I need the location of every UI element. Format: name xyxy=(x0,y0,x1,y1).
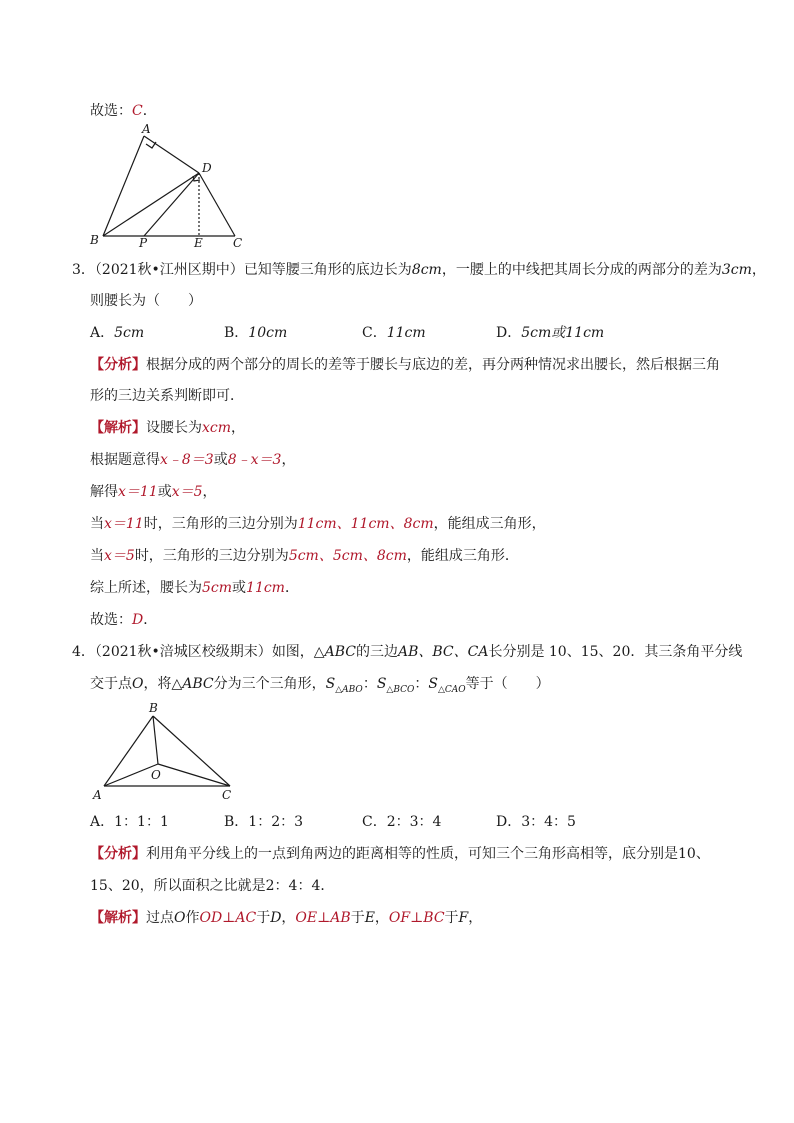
q3-solution-line6 xyxy=(90,578,299,598)
q4-number: 4． xyxy=(72,644,95,660)
label-o: O xyxy=(151,768,161,782)
option-value: 3：4：5 xyxy=(521,814,576,830)
q3-analysis-line2: 形的三边关系判断即可． xyxy=(90,388,244,404)
q3-option-d[interactable] xyxy=(496,323,604,343)
solution-math: 11cm xyxy=(246,580,285,596)
label-e: E xyxy=(194,236,203,250)
label-c: C xyxy=(222,788,232,802)
option-value: 2：3：4 xyxy=(386,814,442,830)
segment-bc xyxy=(153,716,230,786)
solution-text: 于 xyxy=(350,910,365,926)
q4-stem-math: O xyxy=(132,676,144,692)
segment-ab xyxy=(103,136,144,236)
area-symbol: S xyxy=(325,676,336,692)
q3-solution-line2 xyxy=(90,450,295,470)
figure-triangle-abc-d xyxy=(86,124,256,250)
area-subscript: △BCO xyxy=(386,684,415,695)
solution-text: ， xyxy=(468,910,483,926)
q4-stem-line1 xyxy=(72,642,742,662)
q3-option-c[interactable] xyxy=(362,323,426,343)
segment-co xyxy=(158,764,230,786)
q4-stem-text: 长分别是 10、15、20．其三条角平分线 xyxy=(488,644,743,660)
answer-prefix: 故选： xyxy=(90,103,132,119)
solution-math: 8﹣x＝3 xyxy=(227,452,282,468)
q4-stem-text: 分为三个三角形， xyxy=(213,676,326,692)
analysis-text: ． xyxy=(320,878,335,894)
option-value: 1：1：1 xyxy=(114,814,169,830)
solution-math: 5cm xyxy=(202,580,233,596)
q4-stem-math: ABC xyxy=(182,676,214,692)
ratio-colon: ： xyxy=(414,676,429,692)
area-symbol: S xyxy=(428,676,438,692)
q4-option-a[interactable] xyxy=(90,812,169,832)
q4-stem-text: 的三边 xyxy=(355,644,398,660)
area-symbol: S xyxy=(376,676,387,692)
solution-math: x﹣8＝3 xyxy=(160,452,214,468)
analysis-text: 15、20 xyxy=(90,878,140,894)
q3-answer-line xyxy=(90,610,157,630)
answer-suffix: ． xyxy=(143,612,158,628)
solution-text: ，能组成三角形． xyxy=(406,548,519,564)
solution-text: 当 xyxy=(90,516,104,532)
option-key: D． xyxy=(496,325,522,341)
solution-text: ， xyxy=(374,910,389,926)
answer-value: D xyxy=(132,612,144,628)
solution-math: x＝5 xyxy=(171,484,203,500)
q3-option-b[interactable] xyxy=(224,323,287,343)
q4-option-d[interactable] xyxy=(496,812,576,832)
solution-math: F xyxy=(458,910,469,926)
solution-text: 于 xyxy=(256,910,271,926)
q3-source: （2021秋•江州区期中） xyxy=(94,262,244,278)
option-value: 5cm xyxy=(114,325,145,341)
solution-text: ， xyxy=(281,910,296,926)
segment-bo xyxy=(153,716,158,764)
q4-analysis-line2 xyxy=(90,876,334,896)
solution-text: ，能组成三角形， xyxy=(433,516,546,532)
solution-text: 或 xyxy=(157,484,172,500)
q3-stem-value: 3cm xyxy=(721,262,752,278)
answer-prefix: 故选： xyxy=(90,612,132,628)
option-value: 1：2：3 xyxy=(248,814,304,830)
analysis-text: 10、 xyxy=(678,846,710,862)
q4-source: （2021秋•涪城区校级期末） xyxy=(94,644,272,660)
label-b: B xyxy=(149,701,158,715)
solution-text: ， xyxy=(281,452,296,468)
solution-text: 综上所述，腰长为 xyxy=(90,580,202,596)
solution-math: xcm xyxy=(202,420,232,436)
q4-stem-text: ，将△ xyxy=(143,676,183,692)
q4-stem-line2 xyxy=(90,674,550,700)
option-key: C． xyxy=(362,814,387,830)
option-value: 10cm xyxy=(248,325,288,341)
solution-math: x＝5 xyxy=(104,548,135,564)
q4-stem-math: ABC xyxy=(324,644,356,660)
figure-triangle-abc-o xyxy=(90,700,240,804)
q3-solution-line4 xyxy=(90,514,546,534)
q4-stem-math: AB、BC、CA xyxy=(397,644,489,660)
option-key: C． xyxy=(362,325,387,341)
q3-stem-line2: 则腰长为（ ） xyxy=(90,293,202,309)
solution-math: x＝11 xyxy=(118,484,158,500)
label-a: A xyxy=(93,788,102,802)
q3-analysis-line1 xyxy=(90,355,720,375)
solution-text: ， xyxy=(202,484,217,500)
solution-math: 5cm、5cm、8cm xyxy=(288,548,407,564)
option-key: B． xyxy=(224,325,249,341)
option-value: 11cm xyxy=(386,325,426,341)
solution-math: E xyxy=(364,910,375,926)
q3-stem-line1 xyxy=(72,260,766,280)
solution-text: 作 xyxy=(185,910,200,926)
area-subscript: △ABO xyxy=(335,684,363,695)
q3-stem-value: 8cm xyxy=(411,262,442,278)
segment-pd xyxy=(144,173,199,236)
solution-text: ， xyxy=(231,420,246,436)
q4-stem-text: 交于点 xyxy=(90,676,132,692)
solution-math: D xyxy=(270,910,282,926)
solution-math: OF⊥BC xyxy=(388,910,445,926)
analysis-tag: 【分析】 xyxy=(90,357,146,373)
label-b: B xyxy=(90,233,99,247)
analysis-text: 根据分成的两个部分的周长的差等于腰长与底边的差，再分两种情况求出腰长，然后根据三角 xyxy=(146,357,720,373)
analysis-text: 2：4：4 xyxy=(265,878,321,894)
label-c: C xyxy=(233,236,243,250)
solution-text: 解得 xyxy=(90,484,118,500)
q3-solution-line1 xyxy=(90,418,245,438)
solution-text: 时，三角形的三边分别为 xyxy=(143,516,298,532)
solution-math: x＝11 xyxy=(104,516,144,532)
q4-analysis-line1 xyxy=(90,844,710,864)
label-a: A xyxy=(142,124,151,136)
solution-text: 时，三角形的三边分别为 xyxy=(134,548,289,564)
solution-math: 11cm、11cm、8cm xyxy=(297,516,434,532)
q4-solution-line1 xyxy=(90,908,482,928)
q3-stem-text: 已知等腰三角形的底边长为 xyxy=(243,262,412,278)
solution-text: 或 xyxy=(232,580,247,596)
analysis-text: 利用角平分线上的一点到角两边的距离相等的性质，可知三个三角形高相等，底分别是 xyxy=(146,846,678,862)
q4-option-b[interactable] xyxy=(224,812,303,832)
option-key: D． xyxy=(496,814,522,830)
solution-text: ． xyxy=(284,580,299,596)
segment-ad xyxy=(144,136,199,173)
option-key: A． xyxy=(90,814,115,830)
q4-option-c[interactable] xyxy=(362,812,441,832)
segment-bd xyxy=(103,173,199,236)
label-d: D xyxy=(202,161,212,175)
q4-stem-text: 如图，△ xyxy=(271,644,325,660)
q3-stem-text: ，一腰上的中线把其周长分成的两部分的差为 xyxy=(441,262,722,278)
answer-value: C xyxy=(132,103,143,119)
ratio-colon: ： xyxy=(362,676,377,692)
solution-math: OE⊥AB xyxy=(295,910,351,926)
analysis-text: ，所以面积之比就是 xyxy=(139,878,266,894)
area-subscript: △CAO xyxy=(437,684,466,695)
q3-solution-line3 xyxy=(90,482,217,502)
analysis-tag: 【分析】 xyxy=(90,846,146,862)
prev-answer-line xyxy=(90,101,157,121)
solution-text: 或 xyxy=(213,452,228,468)
q3-number: 3． xyxy=(72,262,95,278)
q3-stem-text: ， xyxy=(751,262,766,278)
solution-text: 根据题意得 xyxy=(90,452,160,468)
solution-math: OD⊥AC xyxy=(199,910,257,926)
segment-dc xyxy=(199,173,235,236)
solution-math: O xyxy=(174,910,186,926)
q4-stem-text: 等于（ ） xyxy=(465,676,550,692)
answer-suffix: ． xyxy=(142,103,157,119)
solution-text: 于 xyxy=(444,910,459,926)
solution-tag: 【解析】 xyxy=(90,910,146,926)
label-p: P xyxy=(139,236,148,250)
solution-text: 设腰长为 xyxy=(146,420,202,436)
solution-text: 当 xyxy=(90,548,104,564)
q3-solution-line5 xyxy=(90,546,519,566)
q3-option-a[interactable] xyxy=(90,323,144,343)
solution-text: 过点 xyxy=(146,910,174,926)
option-key: B． xyxy=(224,814,249,830)
option-key: A． xyxy=(90,325,115,341)
solution-tag: 【解析】 xyxy=(90,420,146,436)
option-value: 5cm或11cm xyxy=(521,325,605,341)
